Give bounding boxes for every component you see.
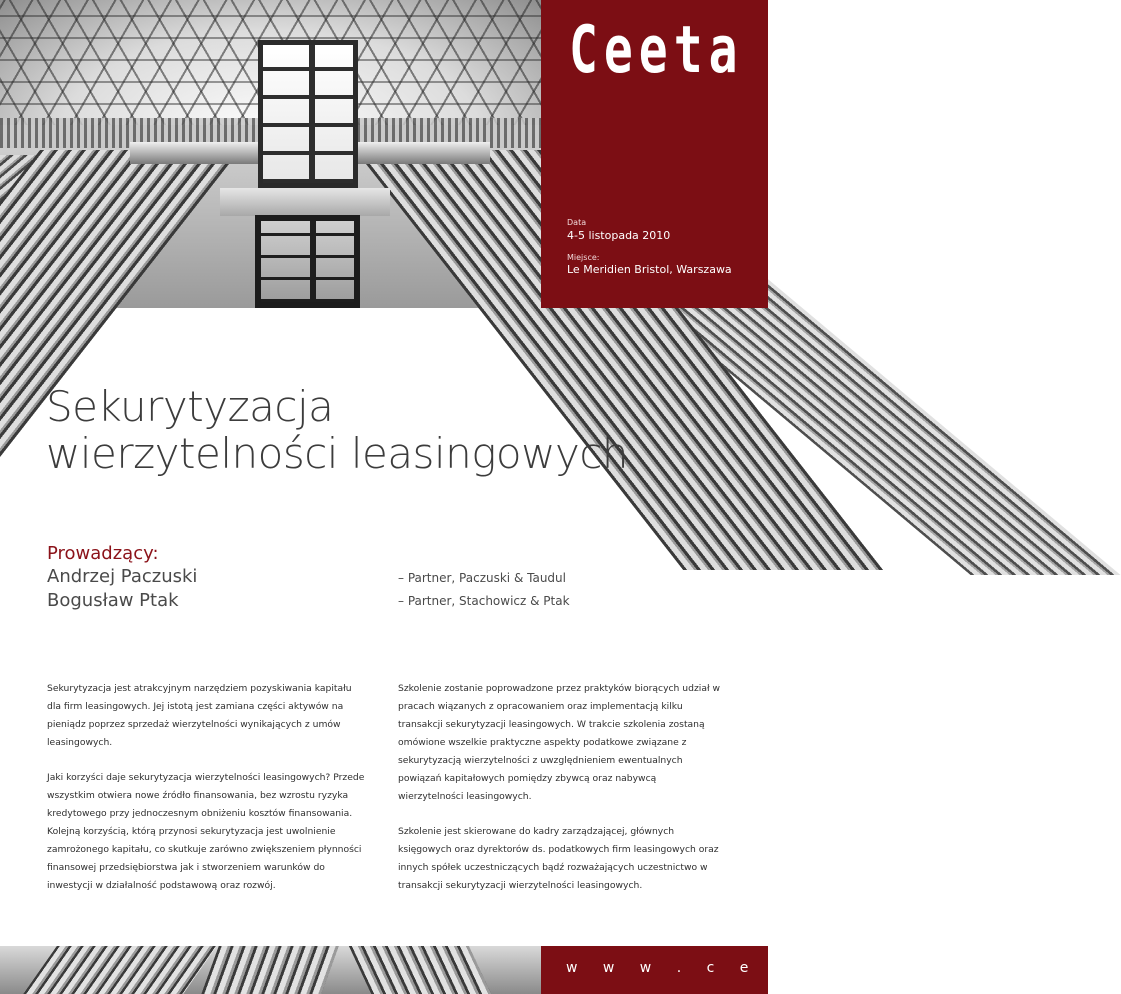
presenter-name: Bogusław Ptak: [47, 590, 179, 611]
date-label: Data: [567, 218, 587, 227]
body-paragraph: Sekurytyzacja jest atrakcyjnym narzędziem pozyskiwania kapitału dla firm leasingowych. Jej istotą jest zamiana części aktywów na pieniądz poprzez sprzedaż wierzytelności wynikających z umów leasingowych.: [47, 683, 352, 748]
footer-column: [349, 946, 491, 994]
capital-right: [340, 142, 490, 164]
body-paragraph: Szkolenie zostanie poprowadzone przez praktyków biorących udział w pracach wiązanych z opracowaniem oraz implementacją kilku transakcji sekurytyzacji leasingowych. W trakcie szkolenia zostaną omówione wszelkie praktyczne aspekty podatkowe związane z sekurytyzacją wierzytelności z uwzględnieniem ewentualnych powiązań kapitałowych pomiędzy zbywcą oraz nabywcą wierzytelności leasingowych.: [398, 683, 721, 802]
presenters-heading: Prowadzący:: [47, 543, 159, 564]
website-link[interactable]: w w w . c e e t a . p l: [566, 960, 952, 976]
event-date: 4-5 listopada 2010: [567, 229, 671, 242]
body-paragraph: Szkolenie jest skierowane do kadry zarządzającej, głównych księgowych oraz dyrektorów ds. podatkowych firm leasingowych oraz innych spółek uczestniczących bądź rozważających uczestnictwo w transakcji sekurytyzacji wierzytelności leasingowych.: [398, 826, 719, 891]
beam: [220, 188, 390, 216]
venue-label: Miejsce:: [567, 253, 600, 262]
title-line-2: wierzytelności leasingowych: [46, 429, 629, 478]
document-title: [46, 383, 628, 477]
footer-column: [201, 946, 338, 994]
body-column-right: [398, 680, 722, 912]
footer-column: [23, 946, 217, 994]
column-left: [0, 150, 240, 570]
body-paragraph: Jaki korzyści daje sekurytyzacja wierzytelności leasingowych? Przede wszystkim otwiera nowe źródło finansowania, bez wzrostu ryzyka kredytowego przy jednoczesnym obniżeniu kosztów finansowania. Kolejną korzyścią, którą przynosi sekurytyzacja jest uwolnienie zamrożonego kapitału, co skutkuje zarówno zwiększeniem płynności finansowej przedsiębiorstwa jak i stworzeniem warunków do inwestycji w działalność podstawową oraz rozwój.: [47, 772, 365, 891]
skylight-window: [258, 40, 358, 188]
ceeta-logo: Ceeta: [569, 12, 744, 89]
body-column-left: [47, 680, 367, 912]
presenter-role: – Partner, Stachowicz & Ptak: [398, 594, 570, 608]
presenter-role: – Partner, Paczuski & Taudul: [398, 571, 566, 585]
event-venue: Le Meridien Bristol, Warszawa: [567, 263, 732, 276]
title-line-1: Sekurytyzacja: [46, 382, 334, 431]
lower-window: [255, 215, 360, 308]
event-info-panel: [541, 0, 768, 308]
presenter-name: Andrzej Paczuski: [47, 566, 198, 587]
hero-photo: [0, 0, 541, 308]
